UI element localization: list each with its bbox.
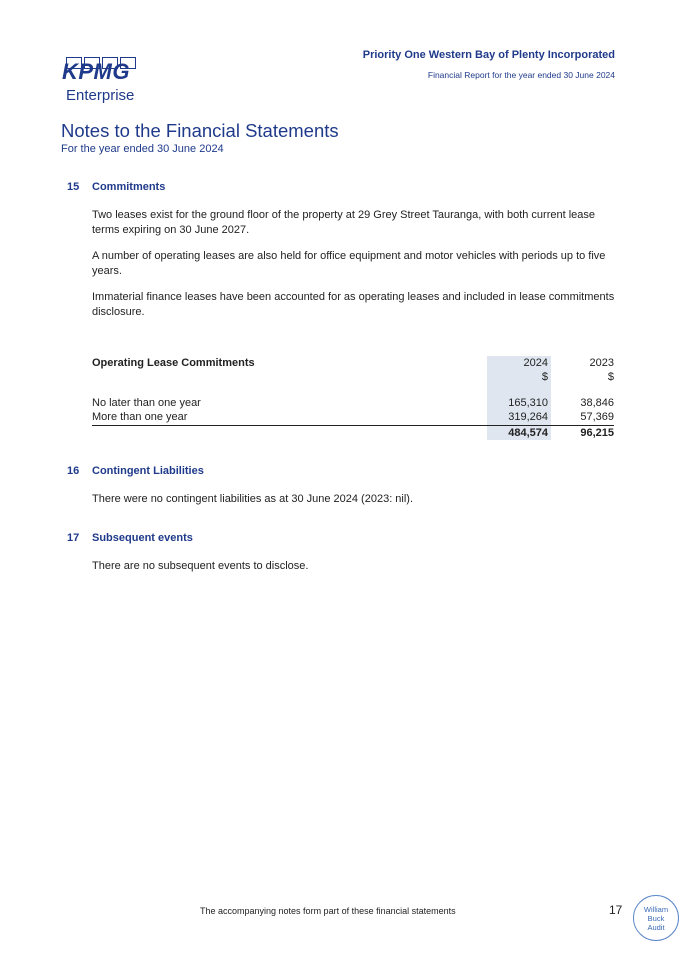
page-title: Notes to the Financial Statements	[61, 120, 339, 141]
section-title: Contingent Liabilities	[92, 465, 204, 477]
paragraph: A number of operating leases are also held for office equipment and motor vehicles with periods up to five years.	[92, 250, 606, 277]
table-cell-2023: 57,369	[580, 411, 614, 423]
paragraph: Two leases exist for the ground floor of the property at 29 Grey Street Tauranga, with both current lease terms expiring on 30 June 2027.	[92, 209, 596, 236]
paragraph: There are no subsequent events to disclose.	[92, 560, 309, 572]
stamp-line: Audit	[647, 922, 665, 932]
kpmg-enterprise-logo	[62, 55, 142, 107]
logo-subbrand: Enterprise	[66, 87, 135, 104]
table-total-2023: 96,215	[580, 427, 614, 439]
column-header-2024: 2024	[523, 357, 548, 369]
stamp-line: Buck	[647, 913, 665, 923]
paragraph: Immaterial finance leases have been accounted for as operating leases and included in lease commitments disclosure.	[92, 291, 615, 318]
section-number: 15	[67, 181, 80, 193]
footer-note: The accompanying notes form part of these financial statements	[200, 906, 456, 916]
table-cell-2024: 165,310	[508, 397, 548, 409]
page-subtitle: For the year ended 30 June 2024	[61, 143, 224, 155]
table-row-label: No later than one year	[92, 397, 201, 409]
total-rule	[92, 425, 614, 426]
paragraph: There were no contingent liabilities as at 30 June 2024 (2023: nil).	[92, 493, 414, 505]
section-title: Commitments	[92, 181, 166, 193]
logo-brand: KPMG	[62, 59, 130, 84]
column-unit-2023: $	[607, 371, 614, 383]
column-header-2023: 2023	[589, 357, 614, 369]
header-report: Financial Report for the year ended 30 June 2024	[427, 70, 615, 80]
audit-stamp	[633, 895, 679, 941]
section-title: Subsequent events	[92, 532, 193, 544]
section-number: 16	[67, 465, 80, 477]
table-total-2024: 484,574	[508, 427, 548, 439]
table-row-label: More than one year	[92, 411, 188, 423]
column-unit-2024: $	[541, 371, 548, 383]
table-cell-2023: 38,846	[580, 397, 614, 409]
table-heading: Operating Lease Commitments	[92, 357, 255, 369]
table-cell-2024: 319,264	[508, 411, 548, 423]
page-number: 17	[609, 903, 623, 917]
section-number: 17	[67, 532, 80, 544]
header-organisation: Priority One Western Bay of Plenty Incorporated	[362, 49, 615, 61]
stamp-line: William	[643, 904, 669, 914]
